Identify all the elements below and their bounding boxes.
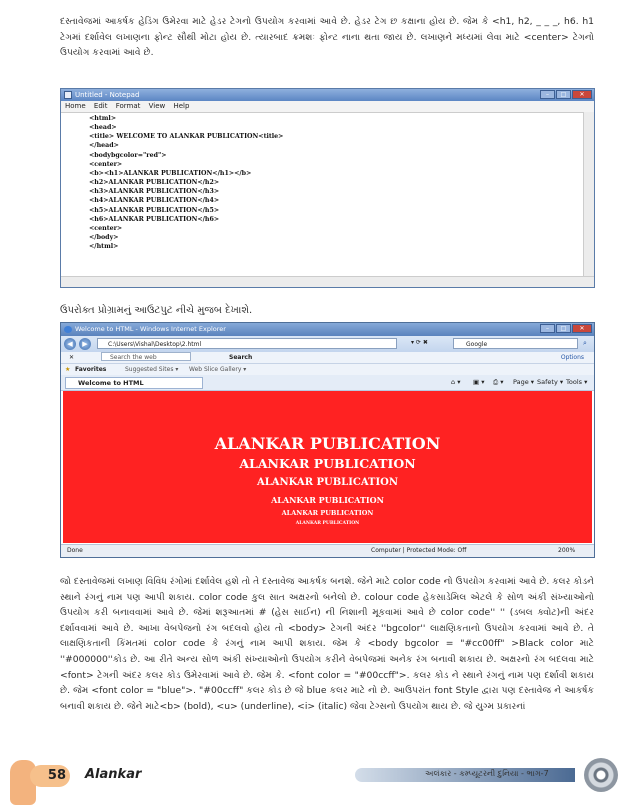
rendered-page [63, 391, 592, 543]
series-title: અલંકાર - કમ્પ્યૂટરની દુનિયા - ભાગ-7 [425, 769, 549, 778]
minimize-icon[interactable]: – [540, 324, 555, 333]
menu-edit[interactable]: Edit [93, 102, 108, 110]
close-icon[interactable]: ✕ [572, 324, 592, 333]
cd-disc-icon [584, 758, 618, 792]
suggested-sites-link[interactable]: Suggested Sites ▾ [125, 366, 179, 373]
web-slice-link[interactable]: Web Slice Gallery ▾ [189, 366, 247, 373]
heading-h3: ALANKAR PUBLICATION [256, 477, 399, 488]
feeds-icon[interactable]: ▣ ▾ [473, 378, 485, 386]
code-line: </body> [89, 234, 119, 242]
ie-icon [64, 326, 72, 333]
vertical-scrollbar[interactable] [583, 112, 594, 277]
print-icon[interactable]: ⎙ ▾ [493, 378, 504, 386]
favorites-button[interactable]: Favorites [75, 366, 107, 373]
status-bar [61, 544, 594, 557]
close-icon[interactable]: ✕ [572, 90, 592, 99]
heading-h4: ALANKAR PUBLICATION [271, 495, 384, 505]
notepad-title: Untitled - Notepad [75, 91, 140, 99]
page-number: 58 [30, 765, 70, 787]
maximize-icon[interactable]: □ [556, 324, 571, 333]
status-text: Done [67, 547, 83, 554]
code-line: <h5>ALANKAR PUBLICATION</h5> [89, 206, 220, 214]
code-line: <h3>ALANKAR PUBLICATION</h3> [89, 188, 220, 196]
notepad-window [60, 88, 595, 288]
code-line: <title> WELCOME TO ALANKAR PUBLICATION<title> [89, 133, 284, 141]
heading-h6: ALANKAR PUBLICATION [295, 521, 360, 526]
code-line: <h4>ALANKAR PUBLICATION</h4> [89, 197, 220, 205]
browser-titlebar[interactable] [61, 323, 594, 336]
code-line: <center> [89, 160, 123, 168]
horizontal-scrollbar[interactable] [61, 276, 594, 287]
home-icon[interactable]: ⌂ ▾ [451, 378, 461, 386]
heading-h2: ALANKAR PUBLICATION [239, 456, 416, 471]
menu-format[interactable]: Format [115, 102, 141, 110]
tab-bar [61, 375, 594, 391]
code-line: <h6>ALANKAR PUBLICATION</h6> [89, 215, 220, 223]
close-toolbar-icon[interactable]: ✕ [69, 354, 75, 361]
address-bar-row [61, 336, 594, 352]
code-line: <bodybgcolor="red"> [89, 151, 167, 159]
notepad-titlebar[interactable] [61, 89, 594, 101]
minimize-icon[interactable]: – [540, 90, 555, 99]
code-line: <h2>ALANKAR PUBLICATION</h2> [89, 179, 220, 187]
menu-view[interactable]: View [148, 102, 166, 110]
notepad-text-area[interactable] [61, 112, 584, 277]
safety-menu[interactable]: Safety ▾ [537, 378, 564, 386]
toolbar-search-button[interactable]: Search [229, 354, 253, 361]
favorites-bar [61, 364, 594, 375]
tab-active[interactable]: Welcome to HTML [65, 377, 203, 389]
search-box[interactable]: Google [453, 338, 578, 349]
brand-logo: Alankar [85, 767, 142, 782]
browser-title: Welcome to HTML - Windows Internet Explorer [75, 325, 226, 333]
body-paragraph: જો દસ્તાવેજમાં લખાણ વિવિધ રંગોમાં દર્શાવેલ હશે તો તે દસ્તાવેજ આકર્ષક બનશે. જેને માટે color code નો ઉપયોગ કરવામાં આવે છે. કલર કોડને સ્થાને રંગનું નામ પણ આપી શકાય. color code કુલ સાત અક્ષરનો બનેલો છે. colour code હેકસાડેમિલ એટલે કે સોળ અંકી સંખ્યાઓનો ઉપયોગ કરી બનાવવામાં આવે છે. જેમાં શરૂઆતમાં # (હેસ સાઈન) ની નિશાની મૂકવામાં આવે છે color code'' '' (ડબલ ક્વોટ)ની અંદર દર્શાવવામાં આવે છે. આખા વેબપેજનો રંગ બદલવો હોય તો <body> ટેગની અંદર ''bgcolor'' લાક્ષણિકતાનો ઉપયોગ કરવામાં આવે છે. તે લાક્ષણિકતાની કિંમતમાં color code કે રંગનું નામ આપી શકાય. જેમ કે <body bgcolor = "#cc00ff" >Black color માટે ''#000000''કોડ છે. આ રીતે અન્ય સોળ અંકી સંખ્યાઓનો ઉપયોગ કરીને વેબપેજમાં અનેક રંગ બનાવી શકાય છે. અક્ષરનો રંગ બદલવા માટે <font> ટેગની અંદર કલર કોડ ઉમેરવામાં આવે છે. જેમ કે. <font color = "#00ccff">. કલર કોડ ને સ્થાને રંગનું નામ પણ દર્શાવી શકાય છે. જેમ <font color = "blue">. "#00ccff" કલર કોડ છે જે blue કલર માટે નો છે. આઉપરાંત font Style દ્વારા પણ દસ્તાવેજ ને આકર્ષક બનાવી શકાય છે. જેને માટે<b> (bold), <u> (underline), <i> (italic) જેવા ટેગ્સનો ઉપયોગ થાય છે. જે યુગ્મ પ્રકારનાં [60, 576, 594, 712]
menu-help[interactable]: Help [173, 102, 190, 110]
code-line: <html> [89, 115, 117, 122]
toolbar-row [61, 352, 594, 364]
forward-icon[interactable]: ▶ [79, 338, 91, 350]
back-icon[interactable]: ◀ [64, 338, 76, 350]
menu-home[interactable]: Home [65, 102, 86, 110]
heading-h1: ALANKAR PUBLICATION [214, 434, 441, 453]
notepad-icon [64, 91, 72, 99]
zoom-level[interactable]: 200% [558, 547, 576, 554]
security-zone: Computer | Protected Mode: Off [371, 547, 467, 554]
code-line: <head> [89, 124, 117, 132]
output-caption: ઉપરોક્ત પ્રોગ્રામનું આઉટપુટ નીચે મુજબ દેખાશે. [60, 305, 253, 316]
page-menu[interactable]: Page ▾ [513, 378, 535, 386]
address-input[interactable]: C:\Users\Vishal\Desktop\2.html [97, 338, 397, 349]
maximize-icon[interactable]: □ [556, 90, 571, 99]
toolbar-search-input[interactable]: Search the web [101, 352, 191, 361]
search-icon[interactable]: ⌕ [583, 339, 587, 347]
code-line: <center> [89, 224, 123, 232]
code-line: </html> [89, 243, 119, 251]
refresh-stop-icons[interactable]: ▾ ⟳ ✖ [411, 339, 428, 346]
options-button[interactable]: Options [560, 354, 584, 361]
intro-paragraph: દસ્તાવેજમાં આકર્ષક હેડિંગ ઉમેરવા માટે હેડર ટેગનો ઉપયોગ કરવામાં આવે છે. હેડર ટેગ છ કક્ષાના હોય છે. જેમ કે <h1, h2, _ _ _, h6. h1 ટેગમાં દર્શાવેલ લખાણના ફોન્ટ સૌથી મોટા હોય છે. ત્યારબાદ ક્રમશઃ ફોન્ટ નાના થતા જાય છે. લખાણને મધ્યમાં લેવા માટે <center> ટેગનો ઉપયોગ કરવામાં આવે છે. [60, 16, 594, 59]
code-line: </head> [89, 142, 119, 150]
tools-menu[interactable]: Tools ▾ [566, 378, 588, 386]
code-line: <b><h1>ALANKAR PUBLICATION</h1></b> [89, 169, 252, 177]
favorites-star-icon: ★ [65, 366, 71, 373]
heading-h5: ALANKAR PUBLICATION [281, 509, 374, 517]
browser-window [60, 322, 595, 558]
